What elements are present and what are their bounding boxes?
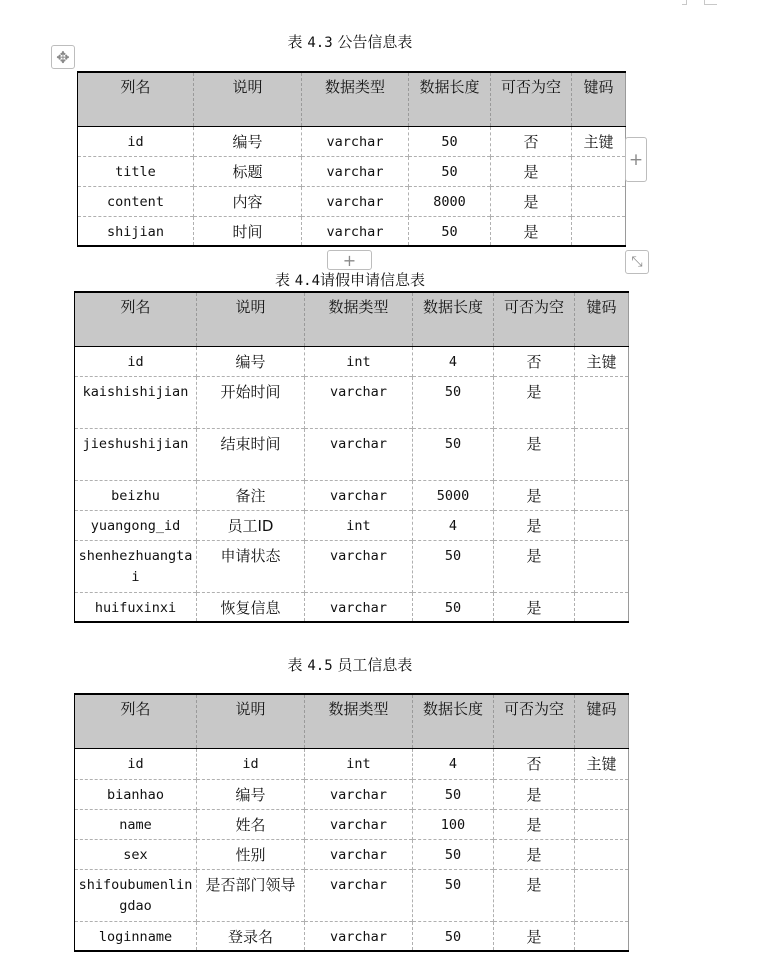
add-row-button[interactable]: +: [327, 250, 372, 270]
cell-column-name[interactable]: sex: [75, 839, 197, 869]
table-row: [75, 592, 629, 622]
leave-request-table: [74, 291, 629, 623]
cell-key[interactable]: [575, 809, 629, 839]
header-row: [75, 292, 629, 346]
cell-nullable[interactable]: 是: [491, 156, 572, 186]
cell-nullable[interactable]: 否: [494, 346, 575, 376]
table-row: [75, 540, 629, 592]
cell-description[interactable]: 登录名: [197, 921, 305, 951]
cell-data-length[interactable]: 50: [413, 921, 494, 951]
cell-column-name[interactable]: id: [75, 748, 197, 779]
cell-data-type[interactable]: int: [305, 510, 413, 540]
cell-key[interactable]: [575, 779, 629, 809]
cell-description[interactable]: 内容: [194, 186, 302, 216]
cell-nullable[interactable]: 是: [494, 376, 575, 428]
cell-column-name[interactable]: kaishishijian: [75, 376, 197, 428]
cell-nullable[interactable]: 是: [494, 592, 575, 622]
cell-nullable[interactable]: 是: [494, 839, 575, 869]
table-row: [75, 346, 629, 376]
cell-data-type[interactable]: varchar: [305, 540, 413, 592]
cell-column-name[interactable]: name: [75, 809, 197, 839]
column-header: 数据类型: [305, 292, 413, 346]
cell-nullable[interactable]: 是: [494, 921, 575, 951]
cell-nullable[interactable]: 是: [494, 869, 575, 921]
cell-data-type[interactable]: varchar: [302, 216, 409, 246]
cell-data-length[interactable]: 50: [413, 540, 494, 592]
cell-data-length[interactable]: 50: [413, 869, 494, 921]
cell-description[interactable]: 时间: [194, 216, 302, 246]
cell-data-length[interactable]: 8000: [409, 186, 491, 216]
cell-description[interactable]: 结束时间: [197, 428, 305, 480]
employee-table: [74, 693, 629, 952]
cell-nullable[interactable]: 是: [494, 510, 575, 540]
cell-key[interactable]: [575, 921, 629, 951]
cell-data-type[interactable]: varchar: [305, 809, 413, 839]
cell-data-length[interactable]: 50: [413, 428, 494, 480]
cell-column-name[interactable]: shenhezhuangtai: [75, 540, 197, 592]
cell-key[interactable]: [575, 869, 629, 921]
cell-data-length[interactable]: 50: [413, 779, 494, 809]
cell-nullable[interactable]: 是: [494, 809, 575, 839]
cell-key[interactable]: [575, 480, 629, 510]
table-caption: 表 4.5 员工信息表: [287, 656, 413, 674]
cell-key[interactable]: [575, 839, 629, 869]
page-corner-mark-right: [704, 0, 717, 5]
cell-data-type[interactable]: varchar: [305, 592, 413, 622]
cell-column-name[interactable]: title: [78, 156, 194, 186]
cell-data-type[interactable]: varchar: [302, 186, 409, 216]
table-row: [75, 428, 629, 480]
cell-key[interactable]: 主键: [575, 748, 629, 779]
cell-nullable[interactable]: 是: [494, 480, 575, 510]
cell-nullable[interactable]: 是: [494, 779, 575, 809]
cell-data-type[interactable]: varchar: [305, 480, 413, 510]
column-header: 说明: [197, 292, 305, 346]
cell-nullable[interactable]: 是: [494, 540, 575, 592]
cell-key[interactable]: [575, 428, 629, 480]
cell-key[interactable]: [575, 592, 629, 622]
cell-key[interactable]: [575, 376, 629, 428]
column-header: 数据类型: [302, 72, 409, 126]
cell-description[interactable]: id: [197, 748, 305, 779]
cell-data-type[interactable]: varchar: [305, 779, 413, 809]
cell-data-length[interactable]: 4: [413, 748, 494, 779]
cell-key[interactable]: [572, 186, 626, 216]
cell-column-name[interactable]: content: [78, 186, 194, 216]
page-corner-mark-left: [682, 0, 687, 5]
table-row: [75, 748, 629, 779]
cell-description[interactable]: 编号: [197, 346, 305, 376]
table-row: [75, 809, 629, 839]
column-header: 数据长度: [409, 72, 491, 126]
cell-description[interactable]: 标题: [194, 156, 302, 186]
cell-column-name[interactable]: shifoubumenlingdao: [75, 869, 197, 921]
column-header: 可否为空: [494, 292, 575, 346]
header-row: [78, 72, 626, 126]
cell-key[interactable]: [575, 510, 629, 540]
cell-description[interactable]: 开始时间: [197, 376, 305, 428]
cell-column-name[interactable]: shijian: [78, 216, 194, 246]
cell-data-type[interactable]: varchar: [305, 839, 413, 869]
column-header: 列名: [75, 694, 197, 748]
table-row: [75, 480, 629, 510]
cell-key[interactable]: [572, 156, 626, 186]
cell-data-type[interactable]: varchar: [305, 428, 413, 480]
cell-data-length[interactable]: 5000: [413, 480, 494, 510]
column-header: 键码: [575, 292, 629, 346]
cell-data-length[interactable]: 50: [413, 839, 494, 869]
column-header: 可否为空: [494, 694, 575, 748]
column-header: 键码: [575, 694, 629, 748]
column-header: 列名: [75, 292, 197, 346]
column-header: 列名: [78, 72, 194, 126]
table-move-handle-icon[interactable]: ✥: [51, 45, 75, 69]
cell-data-length[interactable]: 50: [409, 216, 491, 246]
cell-column-name[interactable]: beizhu: [75, 480, 197, 510]
cell-data-length[interactable]: 50: [413, 592, 494, 622]
cell-column-name[interactable]: jieshushijian: [75, 428, 197, 480]
cell-key[interactable]: [575, 540, 629, 592]
cell-nullable[interactable]: 是: [491, 216, 572, 246]
cell-description[interactable]: 员工ID: [197, 510, 305, 540]
cell-nullable[interactable]: 否: [491, 126, 572, 156]
cell-column-name[interactable]: huifuxinxi: [75, 592, 197, 622]
cell-data-type[interactable]: varchar: [305, 869, 413, 921]
cell-nullable[interactable]: 是: [491, 186, 572, 216]
table-row: [78, 186, 626, 216]
cell-data-type[interactable]: int: [305, 346, 413, 376]
table-resize-handle-icon[interactable]: ⤡: [625, 250, 649, 274]
table-row: [75, 376, 629, 428]
cell-data-length[interactable]: 100: [413, 809, 494, 839]
column-header: 数据类型: [305, 694, 413, 748]
table-row: [78, 156, 626, 186]
column-header: 键码: [572, 72, 626, 126]
cell-column-name[interactable]: yuangong_id: [75, 510, 197, 540]
column-header: 数据长度: [413, 694, 494, 748]
cell-key[interactable]: [572, 216, 626, 246]
table-row: [78, 126, 626, 156]
cell-description[interactable]: 性别: [197, 839, 305, 869]
column-header: 可否为空: [491, 72, 572, 126]
cell-nullable[interactable]: 否: [494, 748, 575, 779]
cell-data-length[interactable]: 4: [413, 346, 494, 376]
cell-data-type[interactable]: varchar: [302, 126, 409, 156]
cell-data-length[interactable]: 50: [409, 156, 491, 186]
cell-description[interactable]: 是否部门领导: [197, 869, 305, 921]
cell-data-length[interactable]: 50: [413, 376, 494, 428]
column-header: 数据长度: [413, 292, 494, 346]
announcement-table: [77, 71, 626, 247]
cell-data-type[interactable]: varchar: [305, 921, 413, 951]
add-column-button[interactable]: +: [625, 137, 647, 182]
cell-data-length[interactable]: 4: [413, 510, 494, 540]
column-header: 说明: [194, 72, 302, 126]
cell-column-name[interactable]: bianhao: [75, 779, 197, 809]
table-row: [75, 839, 629, 869]
cell-column-name[interactable]: id: [78, 126, 194, 156]
cell-key[interactable]: 主键: [572, 126, 626, 156]
cell-data-type[interactable]: int: [305, 748, 413, 779]
cell-description[interactable]: 恢复信息: [197, 592, 305, 622]
cell-data-type[interactable]: varchar: [305, 376, 413, 428]
table-row: [75, 869, 629, 921]
cell-key[interactable]: 主键: [575, 346, 629, 376]
table-row: [78, 216, 626, 246]
cell-column-name[interactable]: loginname: [75, 921, 197, 951]
cell-description[interactable]: 申请状态: [197, 540, 305, 592]
column-header: 说明: [197, 694, 305, 748]
table-caption: 表 4.4请假申请信息表: [274, 271, 426, 289]
table-row: [75, 779, 629, 809]
cell-description[interactable]: 姓名: [197, 809, 305, 839]
header-row: [75, 694, 629, 748]
cell-column-name[interactable]: id: [75, 346, 197, 376]
cell-data-length[interactable]: 50: [409, 126, 491, 156]
cell-data-type[interactable]: varchar: [302, 156, 409, 186]
table-row: [75, 510, 629, 540]
table-row: [75, 921, 629, 951]
table-caption: 表 4.3 公告信息表: [287, 33, 413, 51]
cell-description[interactable]: 备注: [197, 480, 305, 510]
cell-description[interactable]: 编号: [197, 779, 305, 809]
cell-nullable[interactable]: 是: [494, 428, 575, 480]
cell-description[interactable]: 编号: [194, 126, 302, 156]
